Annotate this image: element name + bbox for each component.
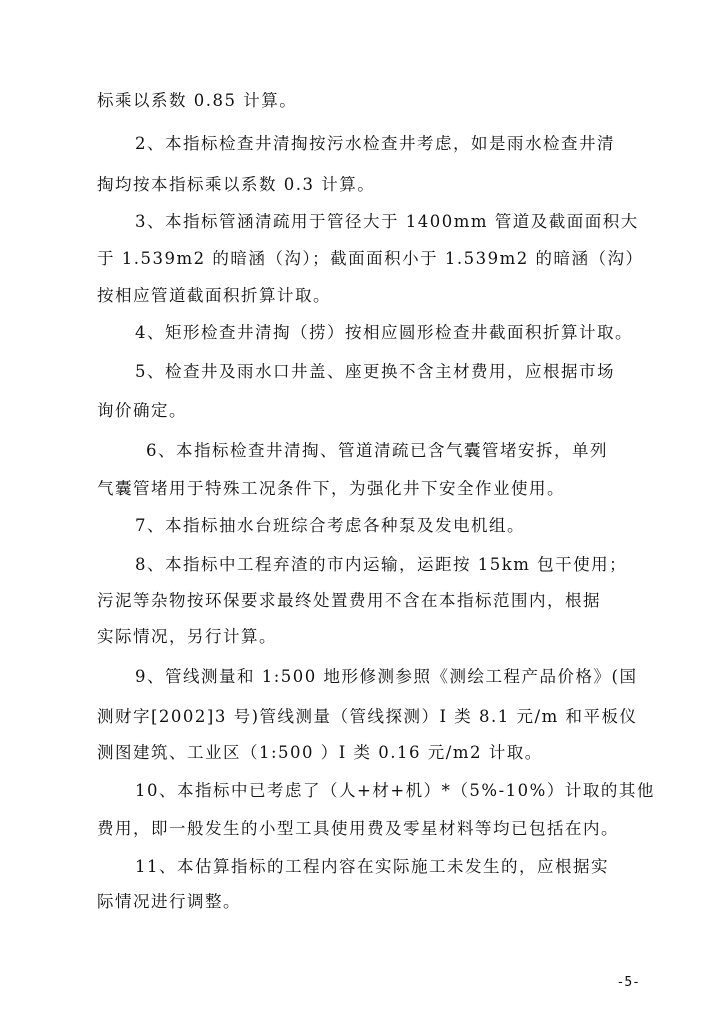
text-line: 10、本指标中已考虑了（人+材+机）*（5%-10%）计取的其他 — [135, 781, 655, 800]
text-line: 询价确定。 — [97, 401, 187, 420]
text-line: 9、管线测量和 1:500 地形修测参照《测绘工程产品价格》(国 — [135, 667, 638, 686]
text-line: 标乘以系数 0.85 计算。 — [97, 91, 298, 110]
text-line: 6、本指标检查井清掏、管道清疏已含气囊管堵安拆，单列 — [146, 441, 608, 460]
text-line: 测图建筑、工业区（1:500 ）I 类 0.16 元/m2 计取。 — [97, 743, 543, 762]
text-line: 7、本指标抽水台班综合考虑各种泵及发电机组。 — [135, 516, 525, 535]
text-line: 于 1.539m2 的暗涵（沟）；截面面积小于 1.539m2 的暗涵（沟） — [97, 249, 644, 268]
text-line: 费用，即一般发生的小型工具使用费及零星材料等均已包括在内。 — [97, 819, 619, 838]
text-line: 实际情况，另行计算。 — [97, 627, 277, 646]
text-line: 2、本指标检查井清掏按污水检查井考虑，如是雨水检查井清 — [135, 134, 615, 153]
text-line: 掏均按本指标乘以系数 0.3 计算。 — [97, 175, 376, 194]
text-line: 测财字[2002]3 号)管线测量（管线探测）I 类 8.1 元/m 和平板仪 — [97, 707, 638, 726]
text-line: 际情况进行调整。 — [97, 892, 241, 911]
text-line: 气囊管堵用于特殊工况条件下，为强化井下安全作业使用。 — [97, 479, 565, 498]
text-line: 5、检查井及雨水口井盖、座更换不含主材费用，应根据市场 — [135, 362, 615, 381]
text-line: 11、本估算指标的工程内容在实际施工未发生的，应根据实 — [135, 857, 609, 876]
text-line: 8、本指标中工程弃渣的市内运输，运距按 15km 包干使用； — [135, 555, 628, 574]
page-number: -5- — [616, 975, 640, 990]
text-line: 4、矩形检查井清掏（捞）按相应圆形检查井截面积折算计取。 — [135, 323, 633, 342]
text-line: 污泥等杂物按环保要求最终处置费用不含在本指标范围内，根据 — [97, 591, 601, 610]
text-line: 按相应管道截面积折算计取。 — [97, 286, 331, 305]
text-line: 3、本指标管涵清疏用于管径大于 1400mm 管道及截面面积大 — [135, 212, 639, 231]
